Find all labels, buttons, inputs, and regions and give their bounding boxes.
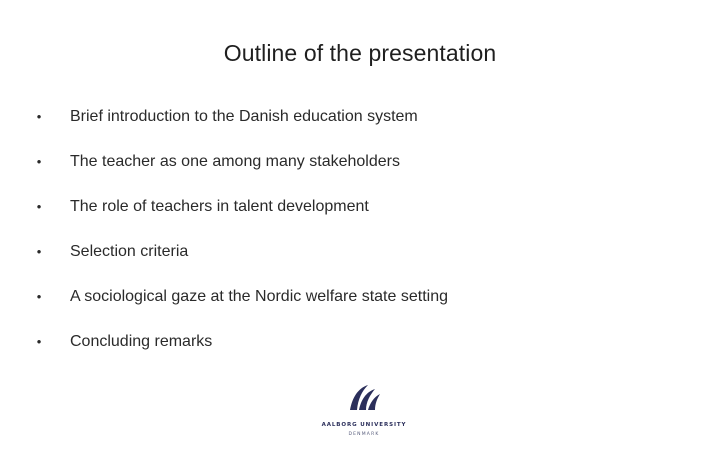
bullet-marker: • <box>36 244 42 259</box>
bullet-item <box>0 148 720 193</box>
bullet-list <box>0 103 720 373</box>
bullet-text: The teacher as one among many stakeholders <box>70 153 400 170</box>
logo-university-name: AALBORG UNIVERSITY <box>321 422 407 428</box>
bullet-text: The role of teachers in talent development <box>70 198 369 215</box>
logo-country: DENMARK <box>348 432 380 437</box>
bullet-text: A sociological gaze at the Nordic welfare state setting <box>70 288 448 305</box>
aalborg-university-waves-logo-icon <box>346 380 382 416</box>
bullet-item <box>0 328 720 373</box>
bullet-item <box>0 238 720 283</box>
bullet-text: Concluding remarks <box>70 333 213 350</box>
bullet-text: Brief introduction to the Danish education system <box>70 108 418 125</box>
bullet-marker: • <box>36 289 42 304</box>
bullet-marker: • <box>36 154 42 169</box>
bullet-item <box>0 103 720 148</box>
bullet-text: Selection criteria <box>70 243 189 260</box>
slide-title: Outline of the presentation <box>223 40 497 66</box>
university-logo <box>318 380 410 442</box>
bullet-marker: • <box>36 199 42 214</box>
bullet-marker: • <box>36 334 42 349</box>
bullet-marker: • <box>36 109 42 124</box>
bullet-item <box>0 283 720 328</box>
bullet-item <box>0 193 720 238</box>
